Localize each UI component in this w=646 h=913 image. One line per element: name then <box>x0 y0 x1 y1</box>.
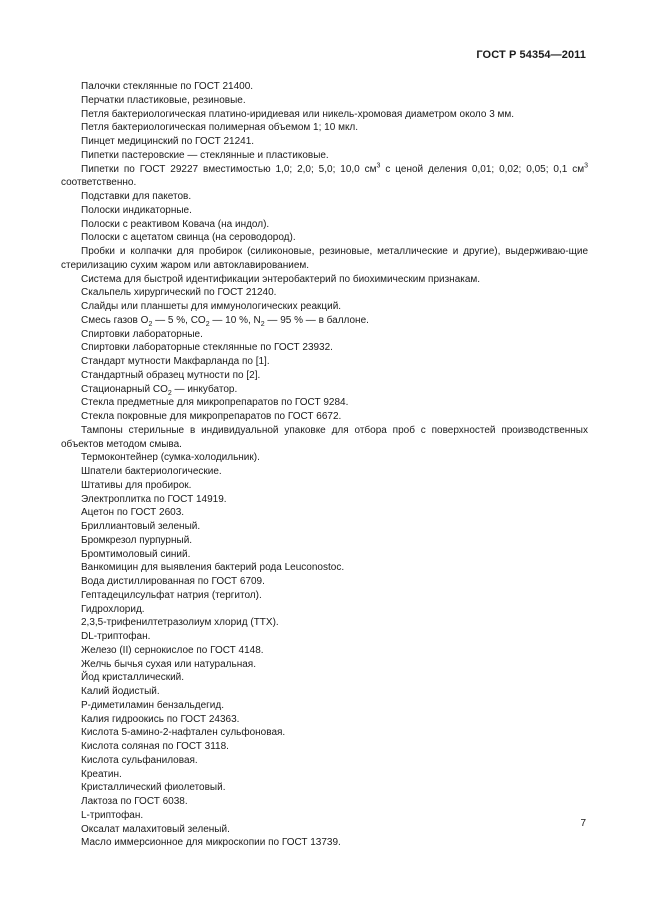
list-item: Кристаллический фиолетовый. <box>81 782 226 794</box>
list-item: Стекла предметные для микропрепаратов по ГОСТ 9284. <box>81 397 349 409</box>
list-item: Ванкомицин для выявления бактерий рода Leuconostoc. <box>81 562 345 574</box>
list-item: Пробки и колпачки для пробирок (силиконовые, резиновые, металлические и другие), выдерживаю-щие стерилизацию сухим жаром или автоклавированием. <box>61 246 588 271</box>
list-item: Калия гидроокись по ГОСТ 24363. <box>81 713 240 725</box>
list-item: Бромкрезол пурпурный. <box>81 534 193 546</box>
list-item: Ацетон по ГОСТ 2603. <box>81 507 185 519</box>
list-item: Бриллиантовый зеленый. <box>81 521 201 532</box>
list-item: Пипетки пастеровские — стеклянные и пластиковые. <box>81 149 329 161</box>
list-item: Железо (II) сернокислое по ГОСТ 4148. <box>81 644 264 656</box>
list-item: Кислота соляная по ГОСТ 3118. <box>81 741 229 752</box>
list-item: Слайды или планшеты для иммунологических реакций. <box>81 301 342 312</box>
list-item: Йод кристаллический. <box>81 672 185 684</box>
list-item: Петля бактериологическая платино-иридиевая или никель-хромовая диаметром около 3 мм. <box>81 108 515 120</box>
list-item: L-триптофан. <box>81 809 144 821</box>
list-item: Оксалат малахитовый зеленый. <box>81 823 230 835</box>
list-item: Р-диметиламин бензальдегид. <box>81 699 224 711</box>
list-item: Стекла покровные для микропрепаратов по ГОСТ 6672. <box>81 411 342 422</box>
list-item: Петля бактериологическая полимерная объемом 1; 10 мкл. <box>81 122 359 134</box>
list-item: Бромтимоловый синий. <box>81 548 191 560</box>
list-item: Гидрохлорид. <box>81 603 145 615</box>
list-item: Полоски индикаторные. <box>81 204 192 216</box>
list-item: Полоски с реактивом Ковача (на индол). <box>81 218 270 230</box>
list-item: Термоконтейнер (сумка-холодильник). <box>81 452 260 464</box>
document-header: ГОСТ Р 54354—2011 <box>476 49 586 61</box>
list-item: Полоски с ацетатом свинца (на сероводород). <box>81 232 296 244</box>
list-item: Смесь газов $O_2$ — 5 %, $CO_2$ — 10 %, $N_2$ — 95 % — в баллоне. <box>81 314 369 328</box>
list-item: Желчь бычья сухая или натуральная. <box>81 658 256 670</box>
list-item: Кислота 5-амино-2-нафтален сульфоновая. <box>81 727 286 739</box>
list-item: Стандартный образец мутности по [2]. <box>81 369 261 381</box>
list-item: Лактоза по ГОСТ 6038. <box>81 796 188 807</box>
list-item: Вода дистиллированная по ГОСТ 6709. <box>81 576 265 587</box>
list-item: Перчатки пластиковые, резиновые. <box>81 94 246 106</box>
list-item: Система для быстрой идентификации энтеробактерий по биохимическим признакам. <box>81 273 481 285</box>
list-item: Стационарный $CO_2$ — инкубатор. <box>81 383 238 397</box>
list-item: Масло иммерсионное для микроскопии по ГОСТ 13739. <box>81 837 341 849</box>
list-item: DL-триптофан. <box>81 631 151 642</box>
list-item: Стандарт мутности Макфарланда по [1]. <box>81 356 270 367</box>
list-item: Спиртовки лабораторные стеклянные по ГОСТ 23932. <box>81 342 333 354</box>
list-item: Кислота сульфаниловая. <box>81 754 198 766</box>
list-item: Тампоны стерильные в индивидуальной упаковке для отбора проб с поверхностей производственных объектов методом смыва. <box>61 424 588 450</box>
list-item: Скальпель хирургический по ГОСТ 21240. <box>81 287 277 299</box>
page-number: 7 <box>580 818 586 829</box>
list-item: Пинцет медицинский по ГОСТ 21241. <box>81 136 255 147</box>
list-item: Подставки для пакетов. <box>81 191 192 202</box>
list-item: Спиртовки лабораторные. <box>81 328 203 340</box>
list-item: Штативы для пробирок. <box>81 479 192 491</box>
list-item: Калий йодистый. <box>81 686 160 697</box>
list-item: Шпатели бактериологические. <box>81 466 222 477</box>
list-item: Гептадецилсульфат натрия (тергитол). <box>81 589 262 601</box>
list-item: Креатин. <box>81 768 122 780</box>
list-item: Палочки стеклянные по ГОСТ 21400. <box>81 81 254 92</box>
list-item: 2,3,5-трифенилтетразолиум хлорид (ТТХ). <box>81 617 279 629</box>
list-item: Пипетки по ГОСТ 29227 вместимостью 1,0; 2,0; 5,0; 10,0 $см^3$ с ценой деления 0,01; 0,02; 0,05; 0,1 $см^3$ соответственно. <box>61 162 588 189</box>
list-item: Электроплитка по ГОСТ 14919. <box>81 493 227 505</box>
materials-list <box>61 80 588 850</box>
